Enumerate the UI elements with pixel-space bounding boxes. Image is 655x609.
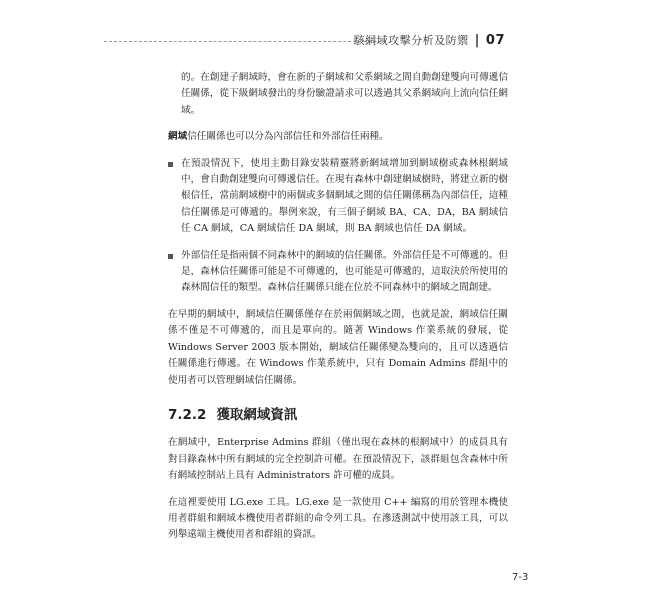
page-number: 7-3 xyxy=(512,572,529,583)
square-bullet-icon xyxy=(168,162,173,167)
intro-bold-term: 網域 xyxy=(168,131,188,143)
chapter-number: 07 xyxy=(485,32,505,48)
list-item-text: 在預設情況下，使用主動目錄安裝精靈將新網域增加到網域樹或森林根網域中，會自動創建雙向可傳遞信任。在現有森林中創建網域樹時，將建立新的樹根信任，當前網域樹中的兩個或多個網域之間的信任關係稱為內部信任，這種信任關係是可傳遞的。舉例來說，有三個子網域 BA、CA、DA，BA 網域信任 CA 網域，CA 網域信任 DA 網域，則 BA 網域也信任 DA 網域。 xyxy=(181,157,508,235)
continuation-paragraph: 的。在創建子網域時，會在新的子網域和父系網域之間自動創建雙向可傳遞信任關係，從下級網域發出的身份驗證請求可以透過其父系網域向上流向信任網域。 xyxy=(181,72,508,116)
early-domain-paragraph: 在早期的網域中，網域信任關係僅存在於兩個網域之間，也就是說，網域信任關係不僅是不可傳遞的，而且是單向的。隨著 Windows 作業系統的發展，從 Windows Server 2003 版本開始，網域信任關係變為雙向的，且可以透過信任關係進行傳遞。在 Windows 作業系統中，只有 Domain Admins 群組中的使用者可以管理網域信任關係。 xyxy=(168,308,508,386)
lg-tool-paragraph: 在這裡要使用 LG.exe 工具。LG.exe 是一款使用 C++ 編寫的用於管理本機使用者群組和網域本機使用者群組的命令列工具。在滲透測試中使用該工具，可以列舉遠端主機使用者和群組的資訊。 xyxy=(168,496,508,541)
intro-text: 信任關係也可以分為內部信任和外部信任兩種。 xyxy=(187,131,389,143)
list-item xyxy=(168,156,508,238)
list-item xyxy=(168,248,508,297)
intro-paragraph xyxy=(168,129,508,145)
section-heading xyxy=(168,407,508,423)
header-dashed-rule xyxy=(104,41,386,42)
section-number: 7.2.2 xyxy=(168,406,207,423)
page-body xyxy=(168,70,508,554)
list-item-text: 外部信任是指兩個不同森林中的網域的信任關係。外部信任是不可傳遞的。但是，森林信任關係可能是不可傳遞的，也可能是可傳遞的，這取決於所使用的森林間信任的類型。森林信任關係只能在位於不同森林中的網域之間創建。 xyxy=(181,249,508,294)
header-separator: | xyxy=(474,32,480,48)
enterprise-admins-paragraph: 在網域中，Enterprise Admins 群組（僅出現在森林的根網域中）的成員具有對目錄森林中所有網域的完全控制許可權。在預設情況下，該群組包含森林中所有網域控制站上具有 Administrators 許可權的成員。 xyxy=(168,437,508,482)
running-header xyxy=(354,32,505,48)
header-title: 駭網域攻擊分析及防禦 xyxy=(353,34,469,47)
section-title: 獲取網域資訊 xyxy=(216,406,298,423)
square-bullet-icon xyxy=(168,254,173,259)
